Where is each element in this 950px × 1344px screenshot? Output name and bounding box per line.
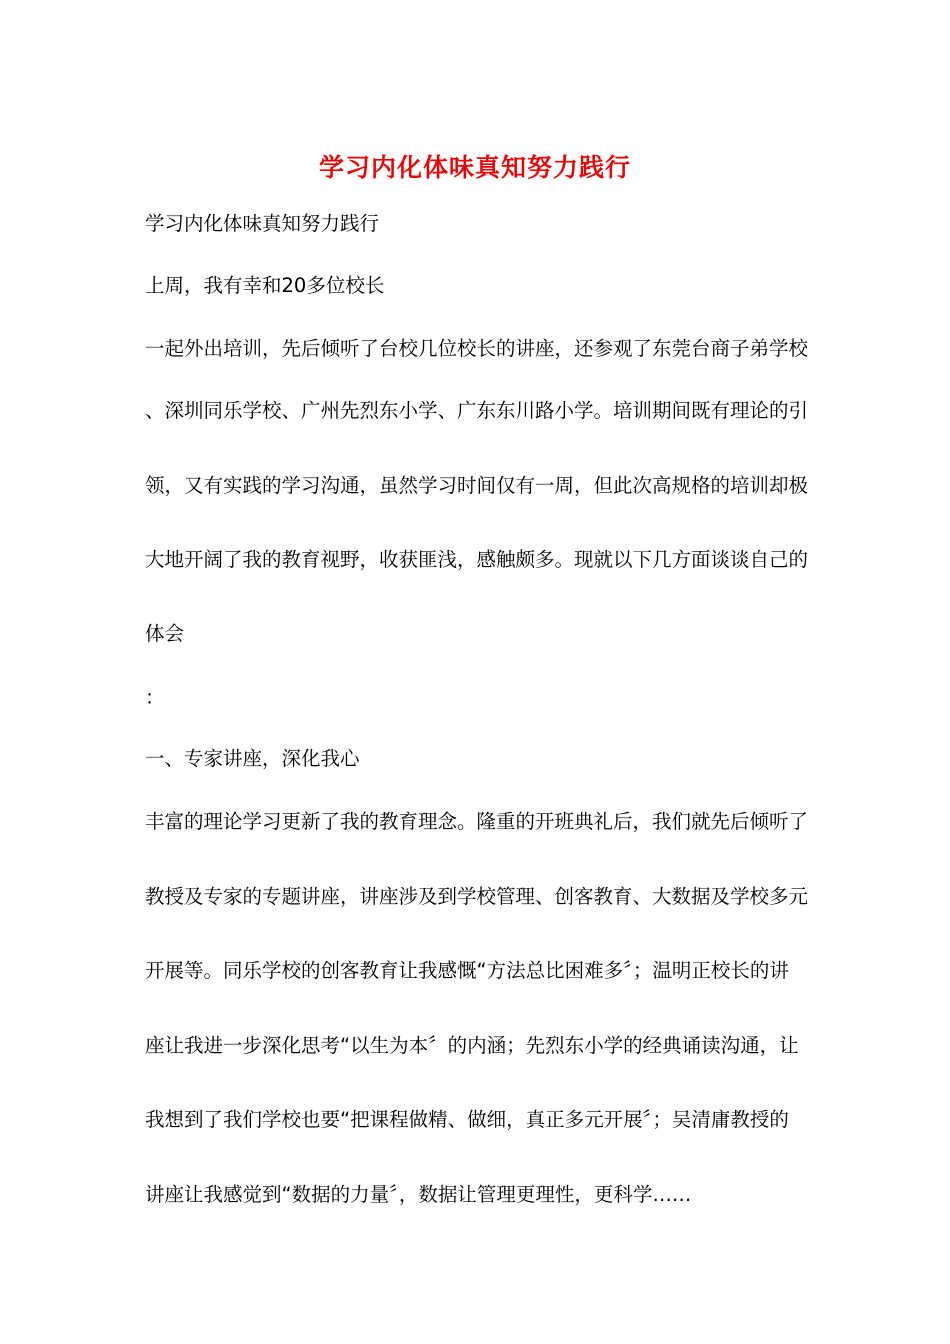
paragraph-line: 丰富的理论学习更新了我的教育理念。隆重的开班典礼后，我们就先后倾听了 — [145, 810, 809, 833]
paragraph-line: 大地开阔了我的教育视野，收获匪浅，感触颇多。现就以下几方面谈谈自己的 — [145, 548, 809, 571]
section-heading: 一、专家讲座，深化我心 — [145, 747, 360, 770]
paragraph-line: 学习内化体味真知努力践行 — [145, 212, 380, 235]
paragraph-line: 讲座让我感觉到“数据的力量〞，数据让管理更理性，更科学…… — [145, 1183, 692, 1206]
document-title: 学习内化体味真知努力践行 — [318, 153, 631, 182]
paragraph-line: 教授及专家的专题讲座，讲座涉及到学校管理、创客教育、大数据及学校多元 — [145, 885, 809, 908]
paragraph-line: 一起外出培训，先后倾听了台校几位校长的讲座，还参观了东莞台商子弟学校 — [145, 337, 809, 360]
paragraph-line: 体会 — [145, 622, 185, 645]
paragraph-line: 座让我进一步深化思考“以生为本〞的内涵；先烈东小学的经典诵读沟通，让 — [145, 1034, 799, 1057]
paragraph-line: 我想到了我们学校也要“把课程做精、做细，真正多元开展〞；吴清庸教授的 — [145, 1108, 789, 1131]
paragraph-line: 领，又有实践的学习沟通，虽然学习时间仅有一周，但此次高规格的培训却极 — [145, 474, 809, 497]
paragraph-line: 上周，我有幸和20多位校长 — [145, 274, 385, 297]
paragraph-line: 开展等。同乐学校的创客教育让我感慨“方法总比困难多〞；温明正校长的讲 — [145, 959, 789, 982]
paragraph-line: ： — [145, 686, 165, 709]
paragraph-line: 、深圳同乐学校、广州先烈东小学、广东东川路小学。培训期间既有理论的引 — [145, 399, 809, 422]
